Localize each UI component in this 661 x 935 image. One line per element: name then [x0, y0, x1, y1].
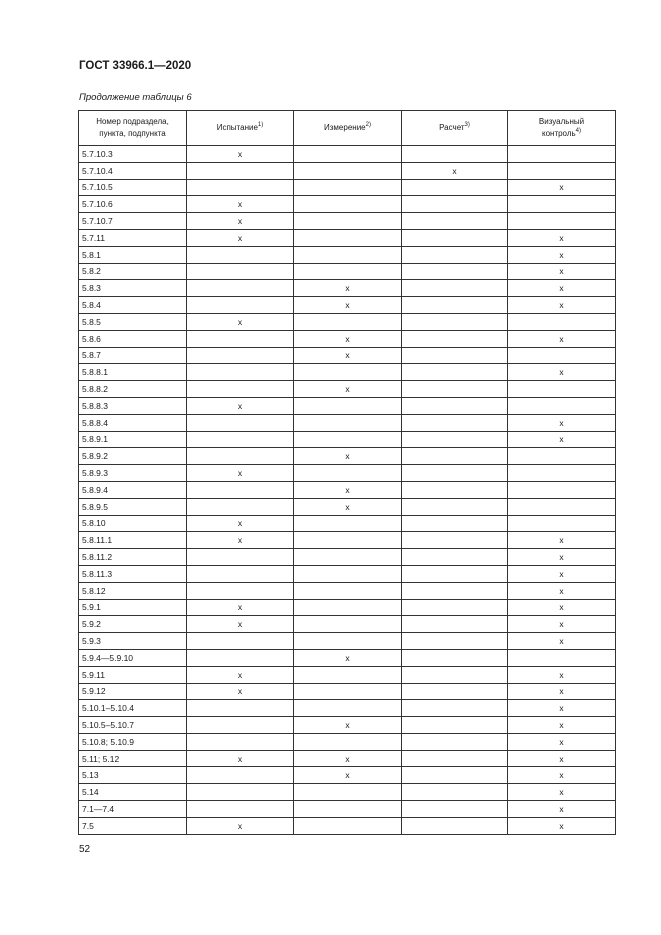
section-cell: 5.8.8.3	[79, 397, 187, 414]
test-cell	[187, 565, 294, 582]
calculation-cell	[402, 801, 508, 818]
column-header-visual-control	[508, 111, 616, 146]
visual-control-cell: x	[508, 801, 616, 818]
section-cell: 5.8.9.2	[79, 448, 187, 465]
section-cell: 5.10.1–5.10.4	[79, 700, 187, 717]
calculation-cell	[402, 179, 508, 196]
test-cell: x	[187, 229, 294, 246]
table-row	[79, 616, 616, 633]
test-cell: x	[187, 817, 294, 834]
section-cell: 5.9.11	[79, 666, 187, 683]
table-row	[79, 431, 616, 448]
table-row	[79, 817, 616, 834]
test-cell: x	[187, 313, 294, 330]
section-cell: 5.13	[79, 767, 187, 784]
section-cell: 5.8.12	[79, 582, 187, 599]
visual-control-cell	[508, 347, 616, 364]
table-row	[79, 649, 616, 666]
measurement-cell	[294, 313, 402, 330]
visual-control-cell	[508, 448, 616, 465]
calculation-cell	[402, 784, 508, 801]
section-cell: 5.10.5–5.10.7	[79, 717, 187, 734]
table-row	[79, 162, 616, 179]
table-row	[79, 498, 616, 515]
table-row	[79, 599, 616, 616]
table-row	[79, 347, 616, 364]
measurement-cell: x	[294, 381, 402, 398]
test-cell	[187, 582, 294, 599]
calculation-cell	[402, 330, 508, 347]
calculation-cell	[402, 213, 508, 230]
visual-control-cell: x	[508, 683, 616, 700]
section-cell: 7.5	[79, 817, 187, 834]
measurement-cell	[294, 733, 402, 750]
column-header-line2: пункта, подпункта	[99, 129, 166, 138]
test-cell: x	[187, 532, 294, 549]
measurement-cell	[294, 213, 402, 230]
visual-control-cell: x	[508, 784, 616, 801]
test-cell	[187, 700, 294, 717]
test-cell	[187, 347, 294, 364]
measurement-cell	[294, 666, 402, 683]
table-row	[79, 784, 616, 801]
visual-control-cell: x	[508, 666, 616, 683]
section-cell: 5.8.2	[79, 263, 187, 280]
table-row	[79, 767, 616, 784]
calculation-cell	[402, 565, 508, 582]
section-cell: 5.8.8.4	[79, 414, 187, 431]
visual-control-cell: x	[508, 750, 616, 767]
calculation-cell	[402, 465, 508, 482]
table-row	[79, 397, 616, 414]
section-cell: 5.9.2	[79, 616, 187, 633]
section-cell: 5.7.10.7	[79, 213, 187, 230]
table-row	[79, 683, 616, 700]
calculation-cell	[402, 717, 508, 734]
measurement-cell	[294, 700, 402, 717]
document-title: ГОСТ 33966.1—2020	[79, 60, 192, 72]
measurement-cell	[294, 817, 402, 834]
column-header-line1: Номер подраздела,	[96, 117, 169, 126]
calculation-cell	[402, 532, 508, 549]
visual-control-cell	[508, 146, 616, 163]
table-row	[79, 414, 616, 431]
visual-control-cell: x	[508, 582, 616, 599]
column-header-label: Испытание	[216, 123, 258, 132]
column-header-calculation	[402, 111, 508, 146]
visual-control-cell	[508, 162, 616, 179]
measurement-cell: x	[294, 330, 402, 347]
visual-control-cell	[508, 498, 616, 515]
measurement-cell: x	[294, 280, 402, 297]
calculation-cell	[402, 347, 508, 364]
calculation-cell	[402, 397, 508, 414]
visual-control-cell: x	[508, 817, 616, 834]
calculation-cell	[402, 683, 508, 700]
column-header-label: Измерение	[324, 123, 366, 132]
section-cell: 5.8.5	[79, 313, 187, 330]
visual-control-cell	[508, 649, 616, 666]
measurement-cell: x	[294, 347, 402, 364]
table-row	[79, 280, 616, 297]
measurement-cell	[294, 263, 402, 280]
table-row	[79, 179, 616, 196]
calculation-cell	[402, 633, 508, 650]
section-cell: 5.7.10.6	[79, 196, 187, 213]
section-cell: 5.8.9.5	[79, 498, 187, 515]
test-cell: x	[187, 666, 294, 683]
section-cell: 5.8.8.2	[79, 381, 187, 398]
table-body	[79, 146, 616, 835]
table-row	[79, 465, 616, 482]
measurement-cell	[294, 465, 402, 482]
test-cell	[187, 733, 294, 750]
table-row	[79, 666, 616, 683]
test-cell: x	[187, 599, 294, 616]
footnote-ref: 4)	[575, 128, 582, 134]
section-cell: 5.7.10.3	[79, 146, 187, 163]
calculation-cell	[402, 616, 508, 633]
measurement-cell: x	[294, 767, 402, 784]
calculation-cell	[402, 146, 508, 163]
calculation-cell	[402, 515, 508, 532]
column-header-line2: контроль	[541, 129, 576, 138]
calculation-cell	[402, 582, 508, 599]
section-cell: 5.8.8.1	[79, 364, 187, 381]
test-cell	[187, 498, 294, 515]
test-cell	[187, 767, 294, 784]
table-row	[79, 549, 616, 566]
table-row	[79, 313, 616, 330]
visual-control-cell: x	[508, 364, 616, 381]
section-cell: 5.7.10.5	[79, 179, 187, 196]
measurement-cell	[294, 229, 402, 246]
measurement-cell	[294, 801, 402, 818]
calculation-cell	[402, 666, 508, 683]
table-row	[79, 146, 616, 163]
test-cell	[187, 280, 294, 297]
table-row	[79, 196, 616, 213]
calculation-cell	[402, 700, 508, 717]
table-row	[79, 633, 616, 650]
measurement-cell	[294, 616, 402, 633]
column-header-measurement	[294, 111, 402, 146]
table-row	[79, 700, 616, 717]
test-cell: x	[187, 515, 294, 532]
visual-control-cell: x	[508, 431, 616, 448]
table-row	[79, 330, 616, 347]
calculation-cell	[402, 649, 508, 666]
table-row	[79, 448, 616, 465]
calculation-cell	[402, 263, 508, 280]
requirements-table	[78, 110, 616, 835]
test-cell: x	[187, 750, 294, 767]
visual-control-cell	[508, 481, 616, 498]
test-cell: x	[187, 213, 294, 230]
measurement-cell	[294, 565, 402, 582]
measurement-cell	[294, 364, 402, 381]
table-row	[79, 297, 616, 314]
measurement-cell: x	[294, 498, 402, 515]
visual-control-cell: x	[508, 246, 616, 263]
visual-control-cell: x	[508, 700, 616, 717]
test-cell	[187, 330, 294, 347]
section-cell: 5.8.9.1	[79, 431, 187, 448]
section-cell: 5.8.1	[79, 246, 187, 263]
measurement-cell	[294, 582, 402, 599]
measurement-cell: x	[294, 297, 402, 314]
test-cell	[187, 414, 294, 431]
footnote-ref: 3)	[464, 122, 470, 128]
table-row	[79, 213, 616, 230]
table-row	[79, 364, 616, 381]
table-row	[79, 532, 616, 549]
visual-control-cell: x	[508, 717, 616, 734]
test-cell	[187, 364, 294, 381]
table-row	[79, 381, 616, 398]
test-cell: x	[187, 616, 294, 633]
calculation-cell	[402, 733, 508, 750]
section-cell: 5.8.9.4	[79, 481, 187, 498]
visual-control-cell: x	[508, 532, 616, 549]
section-cell: 5.9.12	[79, 683, 187, 700]
visual-control-cell: x	[508, 616, 616, 633]
section-cell: 5.8.11.3	[79, 565, 187, 582]
calculation-cell	[402, 414, 508, 431]
table-row	[79, 565, 616, 582]
test-cell	[187, 784, 294, 801]
calculation-cell	[402, 364, 508, 381]
calculation-cell	[402, 448, 508, 465]
visual-control-cell	[508, 465, 616, 482]
visual-control-cell: x	[508, 599, 616, 616]
section-cell: 5.11; 5.12	[79, 750, 187, 767]
visual-control-cell: x	[508, 280, 616, 297]
measurement-cell	[294, 146, 402, 163]
table-row	[79, 582, 616, 599]
measurement-cell	[294, 549, 402, 566]
measurement-cell	[294, 599, 402, 616]
section-cell: 5.8.10	[79, 515, 187, 532]
visual-control-cell: x	[508, 733, 616, 750]
section-cell: 5.8.4	[79, 297, 187, 314]
table-header-row	[79, 111, 616, 146]
test-cell: x	[187, 683, 294, 700]
measurement-cell	[294, 246, 402, 263]
visual-control-cell: x	[508, 179, 616, 196]
calculation-cell	[402, 549, 508, 566]
visual-control-cell: x	[508, 633, 616, 650]
section-cell: 5.9.1	[79, 599, 187, 616]
section-cell: 5.8.9.3	[79, 465, 187, 482]
table-row	[79, 717, 616, 734]
visual-control-cell	[508, 213, 616, 230]
calculation-cell	[402, 817, 508, 834]
section-cell: 5.9.3	[79, 633, 187, 650]
measurement-cell	[294, 683, 402, 700]
table-row	[79, 263, 616, 280]
calculation-cell	[402, 229, 508, 246]
calculation-cell	[402, 599, 508, 616]
calculation-cell	[402, 381, 508, 398]
calculation-cell: x	[402, 162, 508, 179]
section-cell: 5.8.3	[79, 280, 187, 297]
calculation-cell	[402, 750, 508, 767]
visual-control-cell	[508, 397, 616, 414]
column-header-test	[187, 111, 294, 146]
test-cell	[187, 179, 294, 196]
visual-control-cell	[508, 196, 616, 213]
visual-control-cell: x	[508, 229, 616, 246]
test-cell	[187, 649, 294, 666]
calculation-cell	[402, 767, 508, 784]
measurement-cell	[294, 515, 402, 532]
measurement-cell: x	[294, 448, 402, 465]
visual-control-cell: x	[508, 565, 616, 582]
calculation-cell	[402, 246, 508, 263]
measurement-cell	[294, 784, 402, 801]
test-cell	[187, 297, 294, 314]
table-row	[79, 229, 616, 246]
test-cell: x	[187, 465, 294, 482]
test-cell	[187, 162, 294, 179]
visual-control-cell	[508, 313, 616, 330]
table-row	[79, 750, 616, 767]
section-cell: 5.7.11	[79, 229, 187, 246]
measurement-cell	[294, 179, 402, 196]
measurement-cell	[294, 532, 402, 549]
calculation-cell	[402, 313, 508, 330]
section-cell: 7.1—7.4	[79, 801, 187, 818]
page-number: 52	[79, 844, 91, 855]
test-cell	[187, 801, 294, 818]
test-cell	[187, 481, 294, 498]
calculation-cell	[402, 280, 508, 297]
table-row	[79, 801, 616, 818]
visual-control-cell	[508, 515, 616, 532]
test-cell	[187, 549, 294, 566]
test-cell	[187, 633, 294, 650]
test-cell	[187, 263, 294, 280]
table-caption: Продолжение таблицы 6	[79, 92, 192, 103]
measurement-cell: x	[294, 481, 402, 498]
visual-control-cell: x	[508, 549, 616, 566]
test-cell: x	[187, 397, 294, 414]
measurement-cell	[294, 633, 402, 650]
footnote-ref: 1)	[257, 122, 264, 128]
measurement-cell	[294, 162, 402, 179]
test-cell	[187, 381, 294, 398]
measurement-cell: x	[294, 649, 402, 666]
test-cell	[187, 717, 294, 734]
table-row	[79, 246, 616, 263]
section-cell: 5.9.4—5.9.10	[79, 649, 187, 666]
measurement-cell	[294, 431, 402, 448]
table-row	[79, 733, 616, 750]
section-cell: 5.8.7	[79, 347, 187, 364]
test-cell	[187, 246, 294, 263]
measurement-cell: x	[294, 717, 402, 734]
visual-control-cell	[508, 381, 616, 398]
measurement-cell	[294, 397, 402, 414]
measurement-cell	[294, 196, 402, 213]
calculation-cell	[402, 498, 508, 515]
section-cell: 5.8.11.1	[79, 532, 187, 549]
visual-control-cell: x	[508, 263, 616, 280]
calculation-cell	[402, 481, 508, 498]
test-cell: x	[187, 146, 294, 163]
test-cell	[187, 431, 294, 448]
section-cell: 5.7.10.4	[79, 162, 187, 179]
measurement-cell	[294, 414, 402, 431]
section-cell: 5.8.6	[79, 330, 187, 347]
footnote-ref: 2)	[365, 122, 371, 128]
table-row	[79, 515, 616, 532]
table-row	[79, 481, 616, 498]
measurement-cell: x	[294, 750, 402, 767]
visual-control-cell: x	[508, 767, 616, 784]
section-cell: 5.8.11.2	[79, 549, 187, 566]
column-header-line1: Визуальный	[538, 117, 585, 126]
test-cell: x	[187, 196, 294, 213]
calculation-cell	[402, 297, 508, 314]
visual-control-cell: x	[508, 414, 616, 431]
calculation-cell	[402, 431, 508, 448]
visual-control-cell: x	[508, 330, 616, 347]
section-cell: 5.14	[79, 784, 187, 801]
test-cell	[187, 448, 294, 465]
column-header-section	[79, 111, 187, 146]
calculation-cell	[402, 196, 508, 213]
column-header-label: Расчет	[439, 123, 465, 132]
visual-control-cell: x	[508, 297, 616, 314]
section-cell: 5.10.8; 5.10.9	[79, 733, 187, 750]
